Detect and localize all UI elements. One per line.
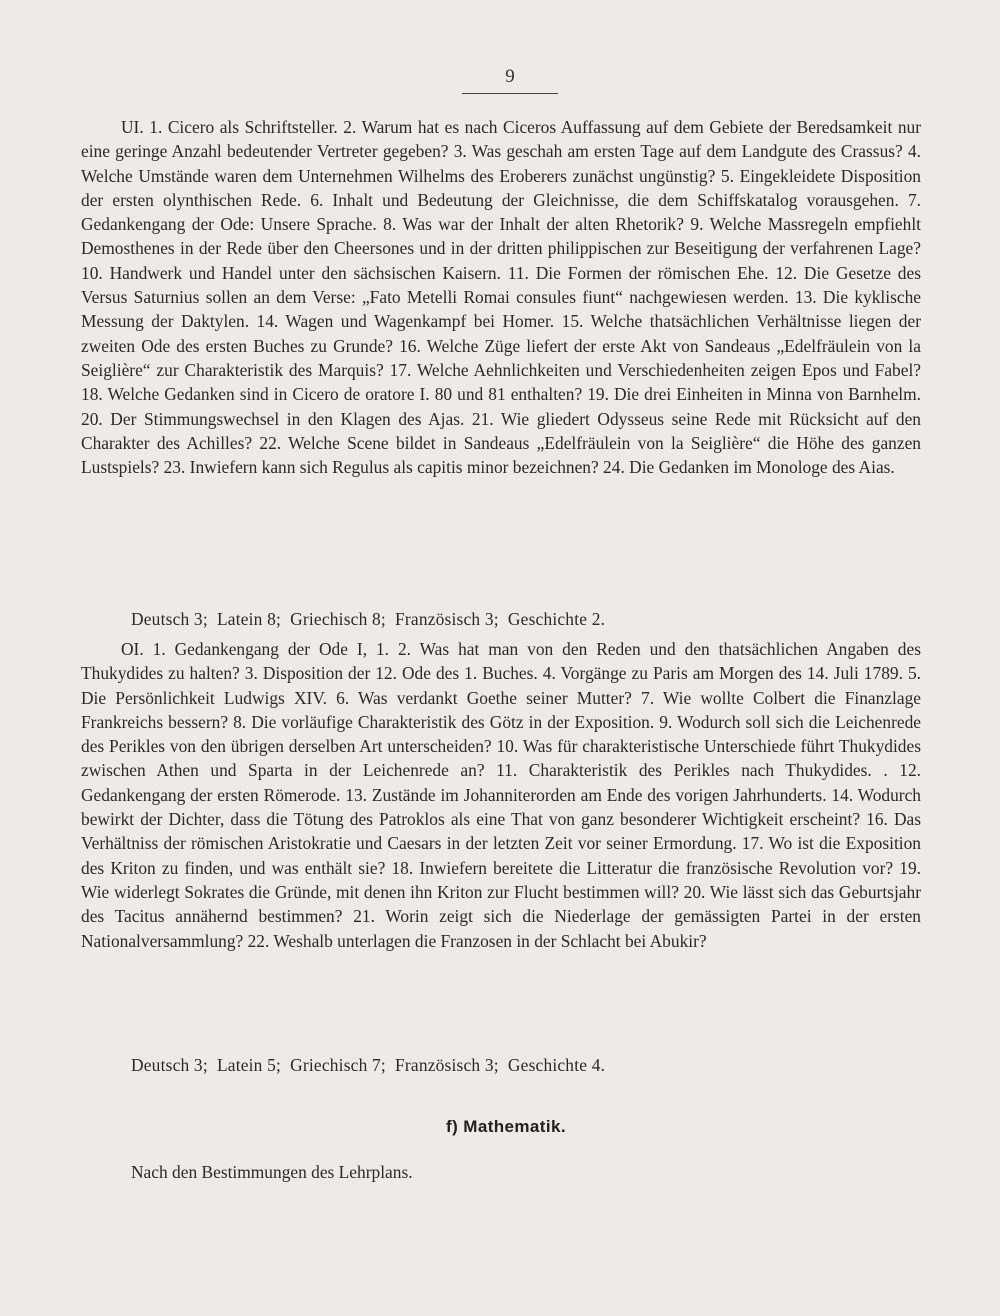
mathematik-note: Nach den Bestimmungen des Lehrplans. bbox=[131, 1162, 413, 1182]
page-number: 9 bbox=[505, 66, 515, 87]
ui-topics-paragraph bbox=[81, 115, 921, 479]
ui-class-label: UI. bbox=[121, 117, 144, 137]
section-heading-mathematik: f) Mathematik. bbox=[446, 1117, 566, 1136]
oi-grade-summary: Deutsch 3; Latein 5; Griechisch 7; Französisch 3; Geschichte 4. bbox=[131, 1055, 606, 1075]
oi-topics-text: 1. Gedankengang der Ode I, 1. 2. Was hat man von den Reden und den thatsächlichen Angaben des Thukydides zu halten? 3. Disposition der 12. Ode des 1. Buches. 4. Vorgänge zu Paris am Morgen des 14. Juli 1789. 5. Die Persönlichkeit Ludwigs XIV. 6. Was verdankt Goethe seiner Mutter? 7. Wie wollte Colbert die Finanzlage Frankreichs bessern? 8. Die vorläufige Charakteristik des Götz in der Exposition. 9. Wodurch soll sich die Leichenrede des Perikles von den übrigen derselben Art unterscheiden? 10. Was für charakteristische Unterschiede führt Thukydides zwischen Athen und Sparta in der Leichenrede an? 11. Charakteristik des Perikles nach Thukydides. . 12. Gedankengang der ersten Römerode. 13. Zustände im Johanniterorden am Ende des vorigen Jahrhunderts. 14. Wodurch bewirkt der Dichter, dass die Tötung des Patroklos als eine That von ganz besonderer Wichtigkeit erscheint? 16. Das Verhältniss der römischen Aristokratie und Caesars in der letzten Zeit vor seiner Ermordung. 17. Wo ist die Exposition des Kriton zu finden, und was enthält sie? 18. Inwiefern bereitete die Litteratur die französische Revolution vor? 19. Wie widerlegt Sokrates die Gründe, mit denen ihn Kriton zur Flucht bestimmen will? 20. Wie lässt sich das Geburtsjahr des Tacitus annähernd bestimmen? 21. Worin zeigt sich die Niederlage der gemässigten Partei in der ersten Nationalversammlung? 22. Weshalb unterlagen die Franzosen in der Schlacht bei Abukir? bbox=[81, 639, 921, 951]
ui-topics-text: 1. Cicero als Schriftsteller. 2. Warum hat es nach Ciceros Auffassung auf dem Gebiete der Beredsamkeit nur eine geringe Anzahl bedeutender Vertreter gegeben? 3. Was geschah am ersten Tage auf dem Landgute des Crassus? 4. Welche Umstände waren dem Unternehmen Wilhelms des Eroberers zunächst ungünstig? 5. Eingekleidete Disposition der ersten olynthischen Rede. 6. Inhalt und Bedeutung der Gleichnisse, die dem Schiffskatalog vorausgehen. 7. Gedankengang der Ode: Unsere Sprache. 8. Was war der Inhalt der alten Rhetorik? 9. Welche Massregeln empfiehlt Demosthenes in der Rede über den Cheersones und in der dritten philippischen zur Beseitigung der verfahrenen Lage? 10. Handwerk und Handel unter den sächsischen Kaisern. 11. Die Formen der römischen Ehe. 12. Die Gesetze des Versus Saturnius sollen an dem Verse: „Fato Metelli Romai consules fiunt“ nachgewiesen werden. 13. Die kyklische Messung der Daktylen. 14. Wagen und Wagenkampf bei Homer. 15. Welche thatsächlichen Verhältnisse liegen der zweiten Ode des ersten Buches zu Grunde? 16. Welche Züge liefert der erste Akt von Sandeaus „Edelfräulein von la Seiglière“ zur Charakteristik des Marquis? 17. Welche Aehnlichkeiten und Verschiedenheiten zeigen Epos und Fabel? 18. Welche Gedanken sind in Cicero de oratore I. 80 und 81 enthalten? 19. Die drei Einheiten in Minna von Barnhelm. 20. Der Stimmungswechsel in den Klagen des Ajas. 21. Wie gliedert Odysseus seine Rede mit Rücksicht auf den Charakter des Achilles? 22. Welche Scene bildet in Sandeaus „Edelfräulein von la Seiglière“ die Höhe des ganzen Lustspiels? 23. Inwiefern kann sich Regulus als capitis minor bezeichnen? 24. Die Gedanken im Monologe des Aias. bbox=[81, 117, 922, 478]
page-number-rule bbox=[462, 93, 558, 94]
oi-class-label: OI. bbox=[121, 639, 144, 659]
ui-grade-summary: Deutsch 3; Latein 8; Griechisch 8; Französisch 3; Geschichte 2. bbox=[131, 609, 606, 629]
oi-topics-paragraph bbox=[81, 637, 921, 953]
